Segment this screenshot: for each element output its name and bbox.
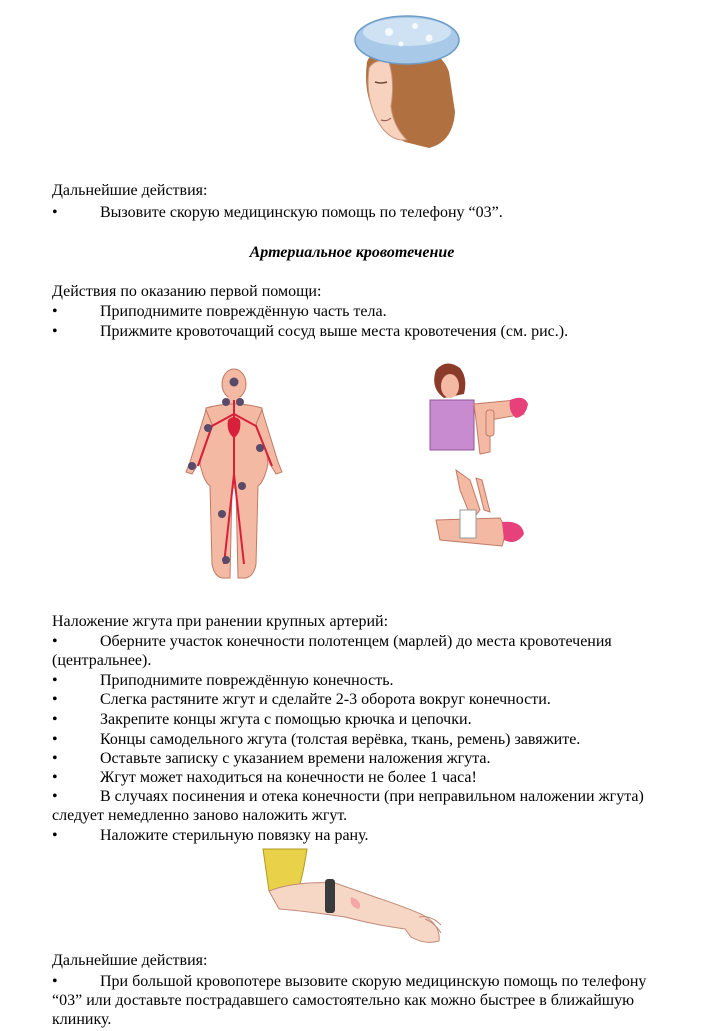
list-item: При большой кровопотере вызовите скорую медицинскую помощь по телефону (100, 973, 647, 990)
bullet-icon: • (52, 691, 58, 708)
list-item-continuation: “03” или доставьте пострадавшего самостоятельно как можно быстрее в ближайшую (52, 992, 635, 1009)
list-item-continuation: (центральнее). (52, 652, 152, 669)
list-item: Жгут может находиться на конечности не более 1 часа! (100, 769, 477, 786)
bullet-icon: • (52, 750, 58, 767)
bullet-icon: • (52, 204, 58, 221)
list-item: Вызовите скорую медицинскую помощь по телефону “03”. (100, 204, 503, 221)
body-pressure-points-illustration (178, 364, 290, 584)
list-item: Концы самодельного жгута (толстая верёвка, ткань, ремень) завяжите. (100, 731, 581, 748)
list-item: Закрепите концы жгута с помощью крючка и цепочки. (100, 711, 472, 728)
list-item-continuation: клинику. (52, 1011, 112, 1028)
bullet-icon: • (52, 323, 58, 340)
list-item-continuation: следует немедленно заново наложить жгут. (52, 807, 348, 824)
bullet-icon: • (52, 827, 58, 844)
bullet-icon: • (52, 973, 58, 990)
tourniquet-label: Наложение жгута при ранении крупных артерий: (52, 613, 389, 630)
bullet-icon: • (52, 769, 58, 786)
bullet-icon: • (52, 672, 58, 689)
bullet-icon: • (52, 711, 58, 728)
list-item: Оставьте записку с указанием времени наложения жгута. (100, 750, 491, 767)
bullet-icon: • (52, 633, 58, 650)
further-actions-label: Дальнейшие действия: (52, 952, 208, 969)
list-item: Слегка растяните жгут и сделайте 2-3 оборота вокруг конечности. (100, 691, 551, 708)
list-item: Оберните участок конечности полотенцем (марлей) до места кровотечения (100, 633, 612, 650)
further-actions-label: Дальнейшие действия: (52, 182, 208, 199)
list-item: Приподнимите повреждённую часть тела. (100, 303, 387, 320)
list-item: В случаях посинения и отека конечности (при неправильном наложении жгута) (100, 788, 644, 805)
arterial-bleeding-heading: Артериальное кровотечение (249, 244, 455, 261)
bullet-icon: • (52, 788, 58, 805)
list-item: Приподнимите повреждённую конечность. (100, 672, 394, 689)
first-aid-actions-label: Действия по оказанию первой помощи: (52, 283, 322, 300)
tourniquet-arm-illustration (255, 845, 450, 950)
bullet-icon: • (52, 303, 58, 320)
bullet-icon: • (52, 731, 58, 748)
list-item: Наложите стерильную повязку на рану. (100, 827, 369, 844)
head-with-ice-pack-illustration (345, 2, 465, 152)
arm-compression-illustration (420, 360, 530, 575)
list-item: Прижмите кровоточащий сосуд выше места кровотечения (см. рис.). (100, 323, 569, 340)
